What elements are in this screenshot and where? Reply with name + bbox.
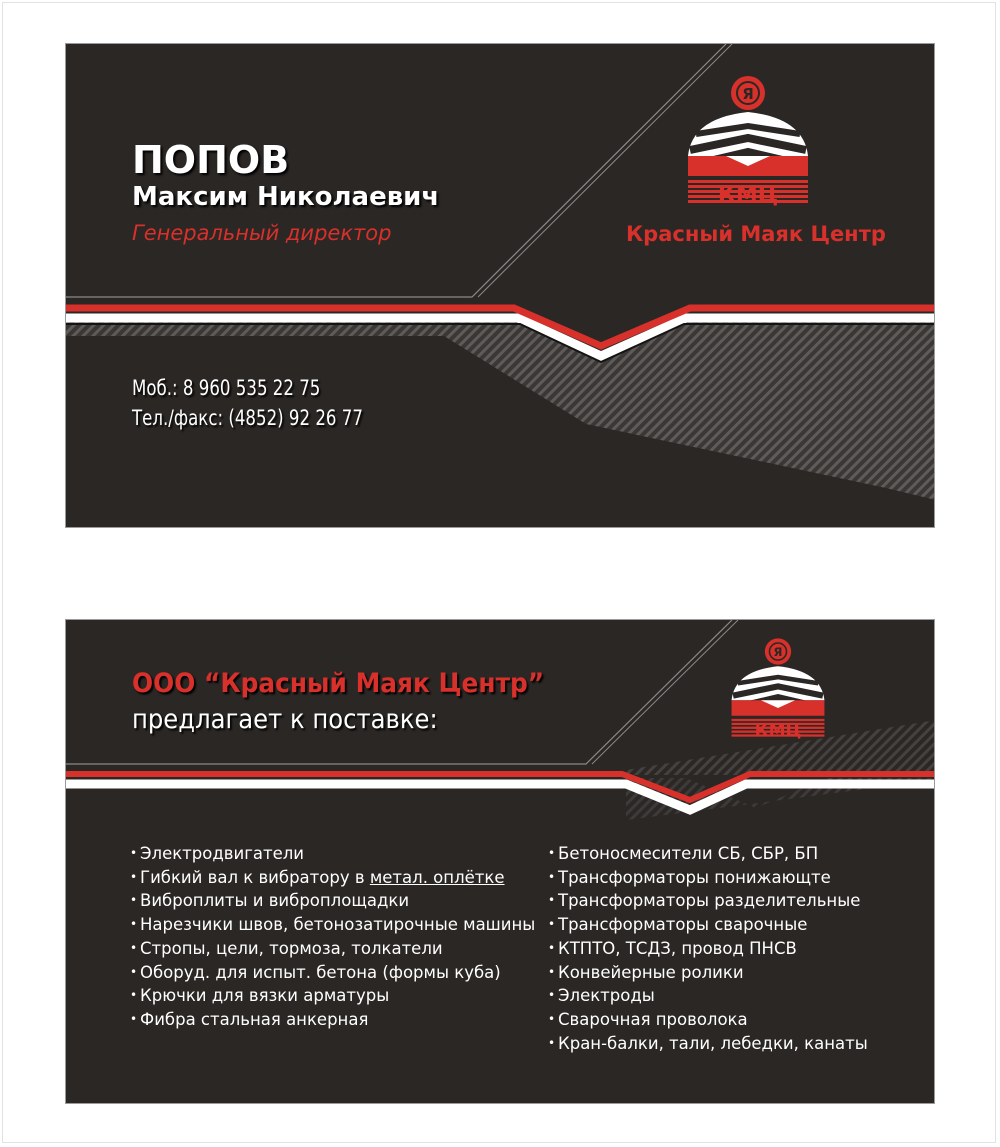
svg-text:Я: Я [742,85,754,103]
person-full-name: Максим Николаевич [132,182,440,212]
bullet-icon: • [548,1035,556,1050]
krasny-mayak-logo-icon [686,74,810,214]
list-item: • Электроды [548,984,868,1008]
list-item: • Фибра стальная анкерная [130,1008,535,1032]
bullet-icon: • [130,1011,138,1026]
phone-fax: Тел./факс: (4852) 92 26 77 [132,406,363,430]
products-list-right [548,842,868,1055]
mobile-phone: Моб.: 8 960 535 22 75 [132,376,321,400]
person-surname: ПОПОВ [132,138,290,182]
list-item: • Трансформаторы понижающте [548,866,868,890]
products-list-left [130,842,535,1032]
bullet-icon: • [130,988,138,1003]
bullet-icon: • [548,846,556,860]
bullet-icon: • [548,940,556,955]
bullet-icon: • [548,1011,556,1026]
list-item: • Трансформаторы сварочные [548,913,868,937]
bullet-icon: • [130,893,138,908]
list-item: • Стропы, цели, тормоза, толкатели [130,937,535,961]
list-item: • КТПТО, ТСДЗ, провод ПНСВ [548,937,868,961]
list-item: • Трансформаторы разделительные [548,889,868,913]
list-item: • Оборуд. для испыт. бетона (формы куба) [130,961,535,985]
bullet-icon: • [130,917,138,932]
list-item: • Виброплиты и виброплощадки [130,889,535,913]
svg-text:Я: Я [773,645,783,660]
bullet-icon: • [548,964,556,979]
list-item: • Крючки для вязки арматуры [130,984,535,1008]
list-item: • Конвейерные ролики [548,961,868,985]
person-position: Генеральный директор [132,221,392,245]
bullet-icon: • [130,940,138,955]
bullet-icon: • [130,846,138,860]
bullet-icon: • [548,893,556,908]
svg-text:КМЦ: КМЦ [754,720,802,741]
list-item: • Бетоносмесители СБ, СБР, БП [548,842,868,866]
bullet-icon: • [130,964,138,979]
offer-subtitle: предлагает к поставке: [132,704,438,735]
bullet-icon: • [130,869,138,884]
svg-text:КМЦ: КМЦ [717,183,779,208]
bullet-icon: • [548,869,556,884]
list-item: • Электродвигатели [130,842,535,866]
list-item: • Сварочная проволока [548,1008,868,1032]
krasny-mayak-logo-icon [730,636,826,746]
bullet-icon: • [548,988,556,1003]
bullet-icon: • [548,917,556,932]
offer-company-title: ООО “Красный Маяк Центр” [132,668,545,699]
company-name: Красный Маяк Центр [626,222,886,246]
business-card-back [65,619,935,1104]
list-item: • Нарезчики швов, бетонозатирочные машины [130,913,535,937]
business-card-front [65,43,935,528]
list-item: • Кран-балки, тали, лебедки, канаты [548,1032,868,1056]
underlined-text: метал. оплётке [369,867,505,887]
list-item: • Гибкий вал к вибратору в метал. оплётке [130,866,535,890]
